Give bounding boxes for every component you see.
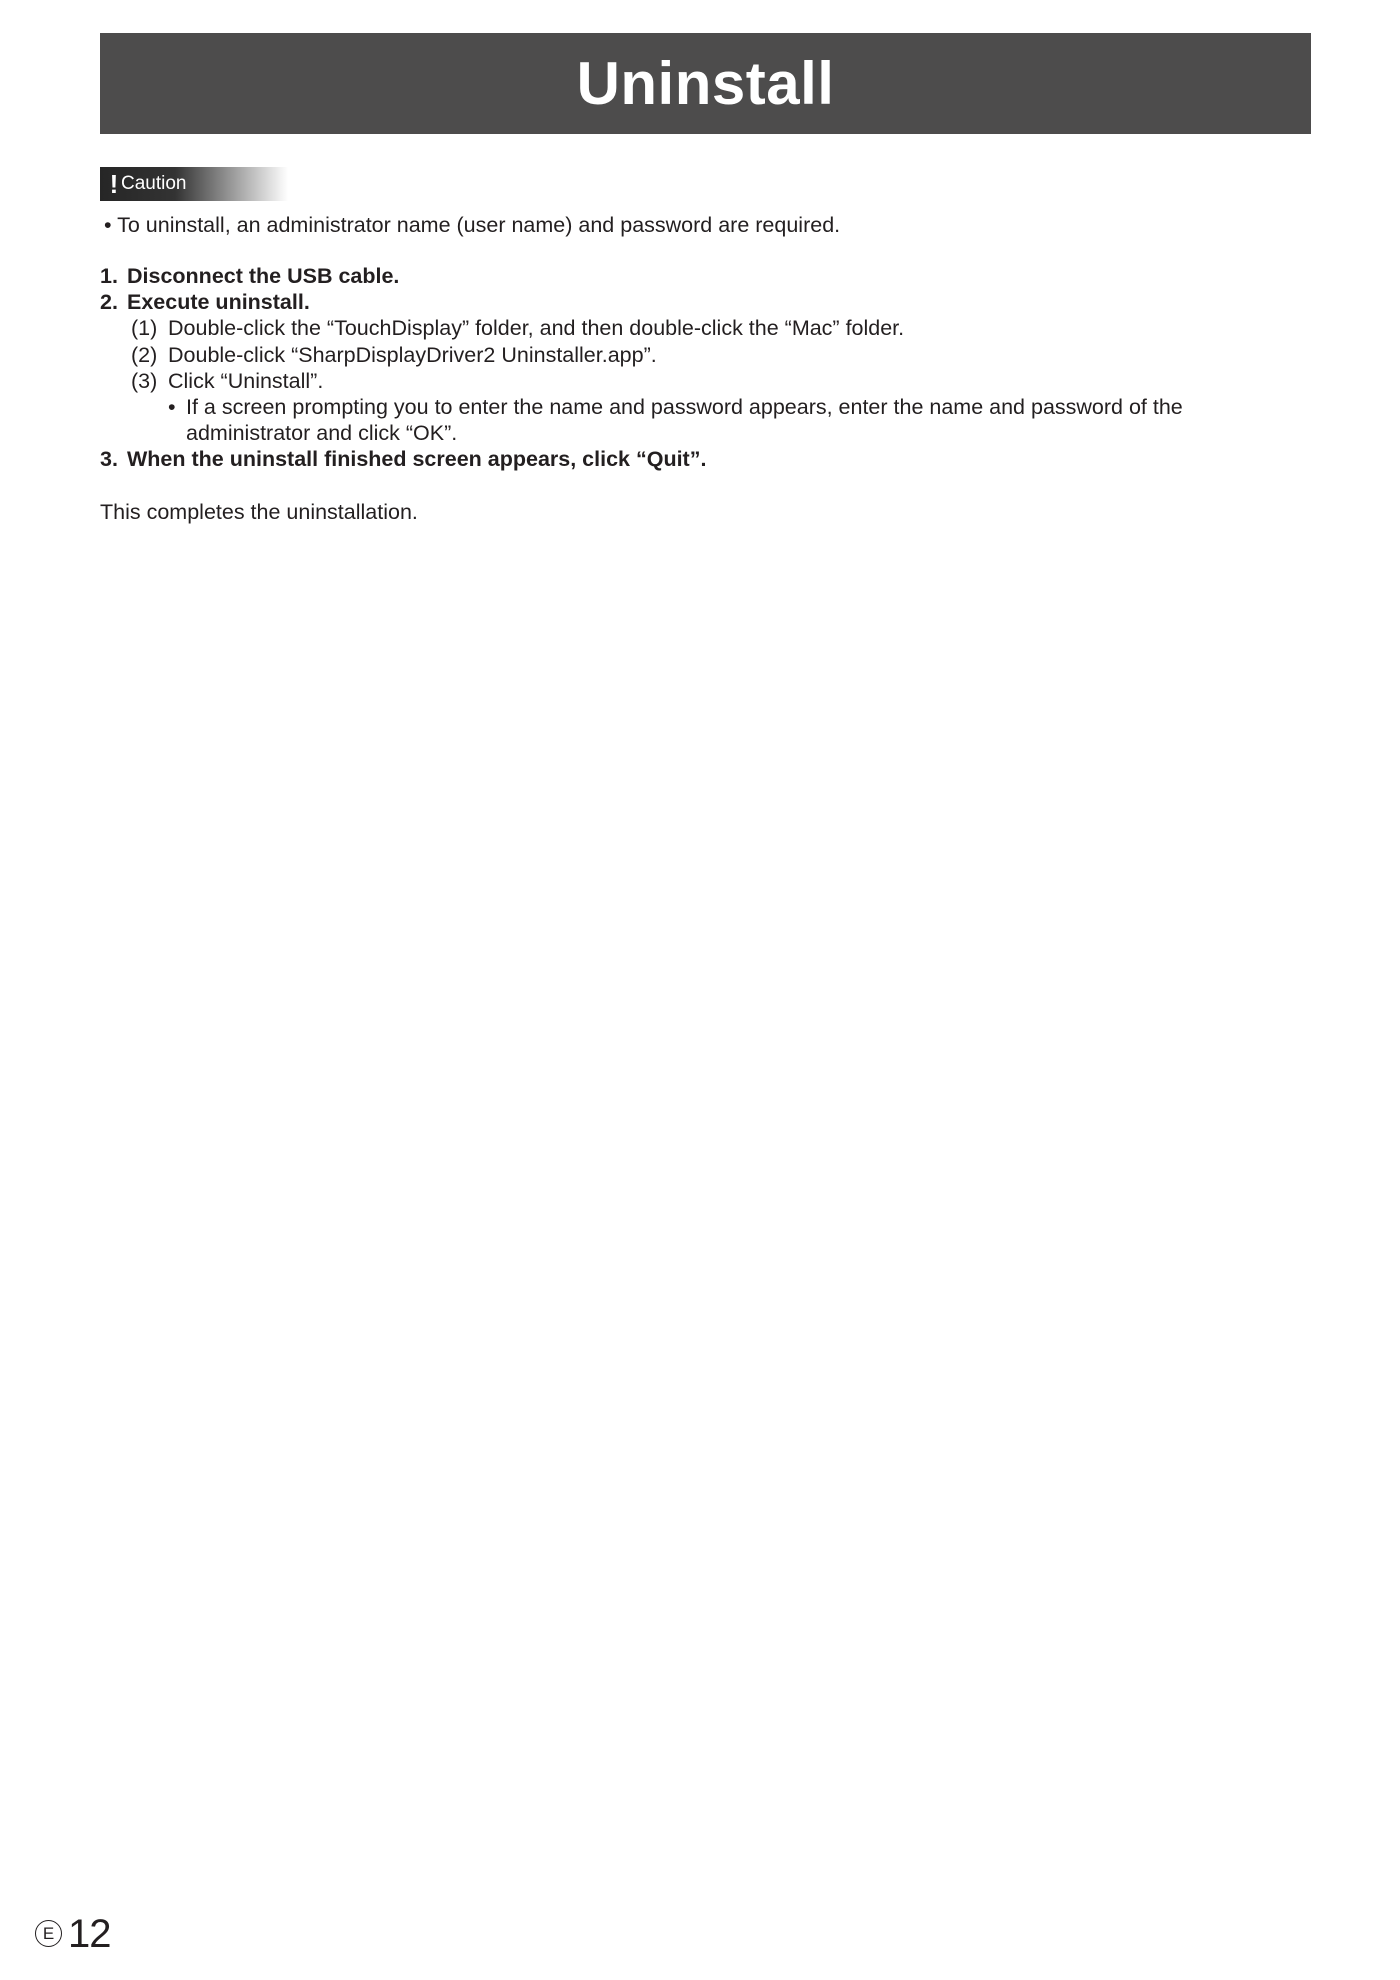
step-number: 2.: [100, 290, 118, 315]
step-number: 1.: [100, 264, 118, 288]
substep-3: [131, 368, 1311, 394]
exclamation-icon: !: [109, 169, 119, 199]
step-text: When the uninstall finished screen appears, click “Quit”.: [127, 447, 707, 472]
step-3: [100, 446, 1311, 472]
language-mark-icon: [35, 1920, 62, 1947]
caution-label: Caution: [121, 173, 187, 194]
step-1: [100, 263, 1311, 289]
substep-note: [168, 394, 1311, 446]
page-title: Uninstall: [576, 49, 835, 117]
substep-text: Double-click the “TouchDisplay” folder, and then double-click the “Mac” folder.: [168, 316, 905, 341]
substep-number: (3): [131, 368, 158, 393]
substep-text: Double-click “SharpDisplayDriver2 Uninstaller.app”.: [168, 342, 657, 367]
substep-note-text: If a screen prompting you to enter the name and password appears, enter the name and password of the administrator and click “OK”.: [186, 395, 1183, 446]
step-text: Disconnect the USB cable.: [127, 264, 400, 288]
language-mark-letter: E: [42, 1924, 55, 1943]
step-2: [100, 289, 1311, 315]
page-number: 12: [68, 1912, 111, 1956]
conclusion-text: This completes the uninstallation.: [100, 500, 418, 524]
step-number: 3.: [100, 447, 118, 472]
caution-badge: [100, 167, 288, 201]
substep-2: [131, 342, 1311, 368]
steps-list: [100, 263, 1311, 473]
substep-number: (1): [131, 316, 158, 341]
page-header: [100, 33, 1311, 134]
substep-number: (2): [131, 342, 158, 367]
substep-1: [131, 315, 1311, 341]
caution-note-text: To uninstall, an administrator name (user name) and password are required.: [117, 213, 841, 237]
bullet-marker: •: [168, 395, 176, 420]
caution-note: [104, 212, 840, 238]
step-text: Execute uninstall.: [127, 290, 310, 315]
bullet-marker: •: [104, 213, 112, 237]
substep-text: Click “Uninstall”.: [168, 368, 324, 393]
